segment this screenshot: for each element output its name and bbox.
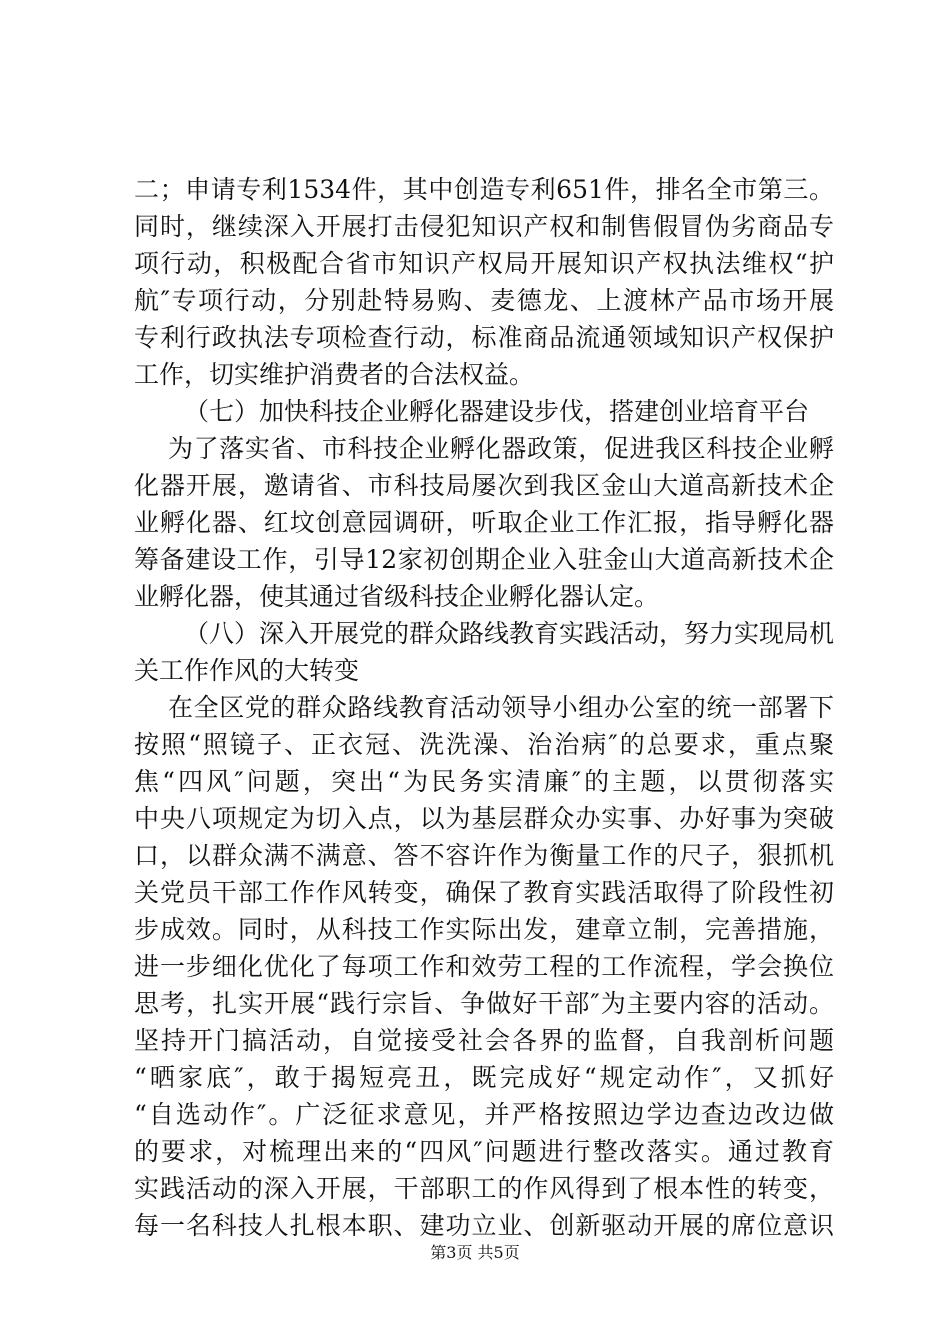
text-line-6: 工作，切实维护消费者的合法权益。 — [134, 360, 535, 389]
text-line-26: “自选动作″。广泛征求意见，并严格按照边学边查边改边做 — [134, 1100, 834, 1129]
text-line-1: 二；申请专利1534件，其中创造专利651件，排名全市第三。 — [134, 175, 834, 204]
text-line-24: 坚持开门搞活动，自觉接受社会各界的监督，自我剖析问题 — [134, 1026, 834, 1055]
text-line-16: 按照“照镜子、正衣冠、洗洗澡、治治病″的总要求，重点聚 — [134, 730, 834, 759]
section-heading-7: （七）加快科技企业孵化器建设步伐，搭建创业培育平台 — [184, 397, 810, 426]
section-heading-8: （八）深入开展党的群众路线教育实践活动，努力实现局机 — [184, 619, 835, 648]
text-line-21: 步成效。同时，从科技工作实际出发，建章立制，完善措施， — [134, 915, 834, 944]
text-line-2: 同时，继续深入开展打击侵犯知识产权和制售假冒伪劣商品专 — [134, 212, 834, 241]
text-line-9: 化器开展，邀请省、市科技局屡次到我区金山大道高新技术企 — [134, 471, 834, 500]
text-line-15: 在全区党的群众路线教育活动领导小组办公室的统一部署下 — [168, 693, 834, 722]
text-line-29: 每一名科技人扎根本职、建功立业、创新驱动开展的席位意识 — [134, 1211, 834, 1240]
text-line-4: 航″专项行动，分别赴特易购、麦德龙、上渡林产品市场开展 — [134, 286, 834, 315]
text-line-8: 为了落实省、市科技企业孵化器政策，促进我区科技企业孵 — [168, 434, 834, 463]
text-line-22: 进一步细化优化了每项工作和效劳工程的工作流程，学会换位 — [134, 952, 834, 981]
text-line-18: 中央八项规定为切入点，以为基层群众办实事、办好事为突破 — [134, 804, 834, 833]
text-line-3: 项行动，积极配合省市知识产权局开展知识产权执法维权“护 — [134, 249, 834, 278]
text-line-11: 筹备建设工作，引导12家初创期企业入驻金山大道高新技术企 — [134, 545, 834, 574]
text-line-28: 实践活动的深入开展，干部职工的作风得到了根本性的转变， — [134, 1174, 834, 1203]
text-line-23: 思考，扎实开展“践行宗旨、争做好干部″为主要内容的活动。 — [134, 989, 834, 1018]
text-line-20: 关党员干部工作作风转变，确保了教育实践活取得了阶段性初 — [134, 878, 834, 907]
text-line-12: 业孵化器，使其通过省级科技企业孵化器认定。 — [134, 582, 660, 611]
text-line-10: 业孵化器、红坟创意园调研，听取企业工作汇报，指导孵化器 — [134, 508, 834, 537]
text-line-17: 焦“四风″问题，突出“为民务实清廉″的主题，以贯彻落实 — [134, 767, 834, 796]
text-line-5: 专利行政执法专项检查行动，标准商品流通领域知识产权保护 — [134, 323, 834, 352]
page-footer: 第3页 共5页 — [430, 1243, 520, 1262]
text-line-19: 口，以群众满不满意、答不容许作为衡量工作的尺子，狠抓机 — [134, 841, 834, 870]
section-heading-8-cont: 关工作作风的大转变 — [134, 656, 360, 685]
text-line-27: 的要求，对梳理出来的“四风″问题进行整改落实。通过教育 — [134, 1137, 834, 1166]
text-line-25: “晒家底″，敢于揭短亮丑，既完成好“规定动作″，又抓好 — [134, 1063, 834, 1092]
